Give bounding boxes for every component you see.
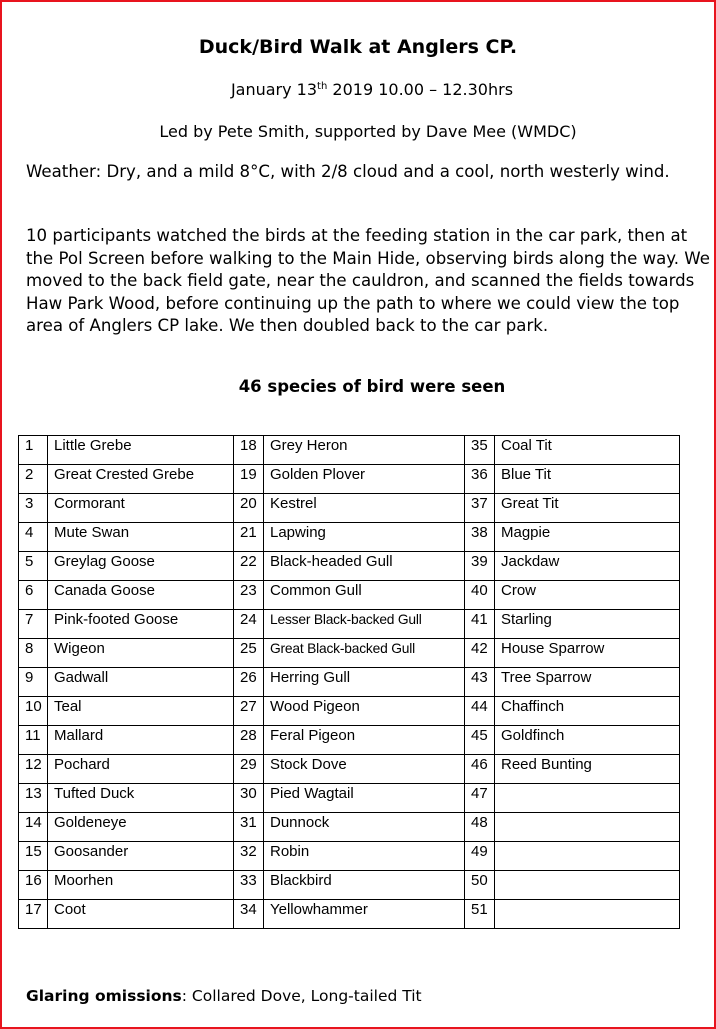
table-row [19, 726, 680, 755]
led-by: Led by Pete Smith, supported by Dave Mee (WMDC) [159, 122, 577, 141]
bird-number-cell: 50 [465, 871, 495, 900]
bird-name-cell: Cormorant [48, 494, 234, 523]
bird-species-table [18, 435, 680, 929]
omissions-line [26, 987, 422, 1005]
bird-name-cell: Magpie [495, 523, 680, 552]
bird-number-cell: 29 [234, 755, 264, 784]
date-ordinal-suffix: th [317, 81, 328, 92]
table-row [19, 842, 680, 871]
table-row [19, 755, 680, 784]
bird-name-cell: Little Grebe [48, 436, 234, 465]
bird-number-cell: 4 [19, 523, 48, 552]
bird-number-cell: 6 [19, 581, 48, 610]
bird-number-cell: 3 [19, 494, 48, 523]
bird-number-cell: 20 [234, 494, 264, 523]
bird-name-cell: Herring Gull [264, 668, 465, 697]
bird-number-cell: 36 [465, 465, 495, 494]
bird-number-cell: 47 [465, 784, 495, 813]
bird-number-cell: 11 [19, 726, 48, 755]
bird-name-cell: Black-headed Gull [264, 552, 465, 581]
bird-number-cell: 32 [234, 842, 264, 871]
bird-number-cell: 8 [19, 639, 48, 668]
bird-name-cell: Great Crested Grebe [48, 465, 234, 494]
table-row [19, 900, 680, 929]
bird-name-cell: Jackdaw [495, 552, 680, 581]
bird-number-cell: 7 [19, 610, 48, 639]
bird-number-cell: 49 [465, 842, 495, 871]
bird-number-cell: 31 [234, 813, 264, 842]
bird-number-cell: 37 [465, 494, 495, 523]
bird-number-cell: 21 [234, 523, 264, 552]
bird-number-cell: 13 [19, 784, 48, 813]
bird-name-cell: Mute Swan [48, 523, 234, 552]
bird-name-cell: Kestrel [264, 494, 465, 523]
weather-paragraph: Weather: Dry, and a mild 8°C, with 2/8 cloud and a cool, north westerly wind. [26, 162, 670, 181]
table-row [19, 813, 680, 842]
bird-name-cell: Wigeon [48, 639, 234, 668]
bird-number-cell: 27 [234, 697, 264, 726]
bird-name-cell: Canada Goose [48, 581, 234, 610]
bird-number-cell: 42 [465, 639, 495, 668]
bird-number-cell: 14 [19, 813, 48, 842]
bird-name-cell [495, 784, 680, 813]
bird-name-cell: Reed Bunting [495, 755, 680, 784]
bird-number-cell: 34 [234, 900, 264, 929]
bird-number-cell: 15 [19, 842, 48, 871]
bird-name-cell: Goosander [48, 842, 234, 871]
bird-name-cell: Starling [495, 610, 680, 639]
omissions-text: : Collared Dove, Long-tailed Tit [181, 987, 422, 1005]
bird-name-cell: Teal [48, 697, 234, 726]
bird-number-cell: 17 [19, 900, 48, 929]
bird-number-cell: 5 [19, 552, 48, 581]
bird-number-cell: 22 [234, 552, 264, 581]
bird-name-cell: Chaffinch [495, 697, 680, 726]
date-time: 2019 10.00 – 12.30hrs [327, 80, 514, 99]
bird-name-cell: Grey Heron [264, 436, 465, 465]
table-row [19, 552, 680, 581]
bird-number-cell: 45 [465, 726, 495, 755]
bird-name-cell: Coal Tit [495, 436, 680, 465]
bird-number-cell: 30 [234, 784, 264, 813]
bird-name-cell: Tufted Duck [48, 784, 234, 813]
bird-number-cell: 44 [465, 697, 495, 726]
bird-number-cell: 51 [465, 900, 495, 929]
table-row [19, 581, 680, 610]
bird-name-cell: Pink-footed Goose [48, 610, 234, 639]
bird-number-cell: 48 [465, 813, 495, 842]
bird-number-cell: 35 [465, 436, 495, 465]
bird-name-cell: Stock Dove [264, 755, 465, 784]
bird-name-cell: Gadwall [48, 668, 234, 697]
bird-name-cell: Lapwing [264, 523, 465, 552]
bird-number-cell: 46 [465, 755, 495, 784]
bird-name-cell [495, 900, 680, 929]
bird-number-cell: 41 [465, 610, 495, 639]
bird-name-cell: Mallard [48, 726, 234, 755]
table-row [19, 697, 680, 726]
bird-name-cell: House Sparrow [495, 639, 680, 668]
walk-date [2, 80, 716, 99]
bird-name-cell: Robin [264, 842, 465, 871]
page-title: Duck/Bird Walk at Anglers CP. [198, 36, 518, 58]
bird-name-cell: Goldeneye [48, 813, 234, 842]
bird-name-cell: Moorhen [48, 871, 234, 900]
table-row [19, 871, 680, 900]
bird-name-cell: Dunnock [264, 813, 465, 842]
bird-number-cell: 23 [234, 581, 264, 610]
bird-name-cell: Feral Pigeon [264, 726, 465, 755]
bird-name-cell: Goldfinch [495, 726, 680, 755]
bird-name-cell: Lesser Black-backed Gull [264, 610, 465, 639]
bird-number-cell: 16 [19, 871, 48, 900]
bird-number-cell: 26 [234, 668, 264, 697]
bird-number-cell: 18 [234, 436, 264, 465]
bird-name-cell: Blackbird [264, 871, 465, 900]
narrative-paragraph: 10 participants watched the birds at the feeding station in the car park, then at the Pol Screen before walking to the Main Hide, observing birds along the way. We moved to the back field gate, near the cauldron, and scanned the fields towards Haw Park Wood, before continuing up the path to where we could view the top area of Anglers CP lake. We then doubled back to the car park. [26, 226, 710, 335]
table-row [19, 523, 680, 552]
bird-name-cell: Greylag Goose [48, 552, 234, 581]
bird-number-cell: 25 [234, 639, 264, 668]
bird-name-cell: Great Tit [495, 494, 680, 523]
bird-name-cell: Blue Tit [495, 465, 680, 494]
table-row [19, 668, 680, 697]
bird-name-cell: Pochard [48, 755, 234, 784]
date-prefix: January 13 [230, 80, 318, 99]
bird-number-cell: 40 [465, 581, 495, 610]
bird-number-cell: 28 [234, 726, 264, 755]
bird-number-cell: 39 [465, 552, 495, 581]
table-row [19, 610, 680, 639]
bird-number-cell: 19 [234, 465, 264, 494]
bird-number-cell: 24 [234, 610, 264, 639]
bird-number-cell: 43 [465, 668, 495, 697]
table-row [19, 465, 680, 494]
species-heading: 46 species of bird were seen [238, 377, 506, 396]
bird-number-cell: 1 [19, 436, 48, 465]
bird-name-cell: Wood Pigeon [264, 697, 465, 726]
table-row [19, 639, 680, 668]
bird-number-cell: 33 [234, 871, 264, 900]
bird-name-cell: Common Gull [264, 581, 465, 610]
bird-number-cell: 38 [465, 523, 495, 552]
bird-name-cell: Crow [495, 581, 680, 610]
bird-number-cell: 2 [19, 465, 48, 494]
bird-name-cell: Yellowhammer [264, 900, 465, 929]
table-row [19, 784, 680, 813]
bird-name-cell [495, 842, 680, 871]
bird-name-cell: Tree Sparrow [495, 668, 680, 697]
table-row [19, 436, 680, 465]
bird-name-cell: Golden Plover [264, 465, 465, 494]
bird-name-cell: Coot [48, 900, 234, 929]
bird-number-cell: 9 [19, 668, 48, 697]
omissions-label: Glaring omissions [26, 987, 182, 1005]
bird-name-cell: Pied Wagtail [264, 784, 465, 813]
bird-name-cell [495, 813, 680, 842]
bird-name-cell [495, 871, 680, 900]
bird-number-cell: 10 [19, 697, 48, 726]
bird-number-cell: 12 [19, 755, 48, 784]
bird-name-cell: Great Black-backed Gull [264, 639, 465, 668]
table-row [19, 494, 680, 523]
